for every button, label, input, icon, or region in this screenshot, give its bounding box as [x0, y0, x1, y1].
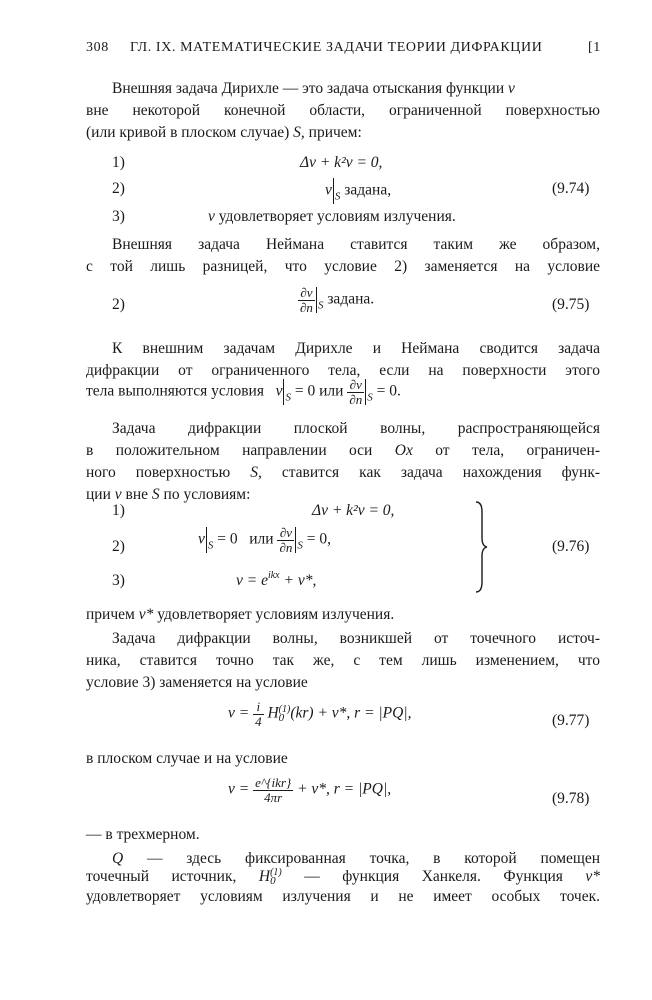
- text-line: точечный источник, H (1) 0 — функция Ханкеля. Функция v*: [86, 867, 601, 887]
- condition-number: 1): [112, 502, 125, 519]
- text-line: — в трехмерном.: [86, 826, 200, 843]
- text-line: в плоском случае и на условие: [86, 750, 288, 767]
- text-line: Внешняя задача Неймана ставится таким же образом,: [112, 236, 600, 253]
- equation-tag: (9.74): [552, 180, 590, 197]
- condition-number: 2): [112, 180, 125, 197]
- condition-number: 1): [112, 154, 125, 171]
- text-line: с той лишь разницей, что условие 2) заменяется на условие: [86, 258, 600, 275]
- equation-incident-wave: $v = e^{ikx} + v*$,: [236, 570, 317, 589]
- equation-hankel-2d: v = $\frac{i}{4}$ H (1) 0 (kr) + v*, r = |PQ|,: [228, 699, 412, 729]
- chapter-title: ГЛ. IX. МАТЕМАТИЧЕСКИЕ ЗАДАЧИ ТЕОРИИ ДИФРАКЦИИ: [130, 40, 543, 55]
- text-line-with-conditions: тела выполняются условия v $_S$ = 0 или $\frac{\partial v}{\partial n}$ $_S$ = 0.: [86, 377, 401, 407]
- equation-spherical-3d: v = $\frac{\text{e\textasciicircum{}\{ikr\}}}{4\pi r}$ + v*, r = |PQ|,: [228, 775, 392, 805]
- text-line: условие 3) заменяется на условие: [86, 674, 308, 691]
- equation-tag: (9.77): [552, 712, 590, 729]
- text-line: Q — здесь фиксированная точка, в которой помещен: [112, 850, 600, 867]
- text-line: ника, ставится точно так же, с тем лишь изменением, что: [86, 652, 600, 669]
- text-line: вне некоторой конечной области, ограниченной поверхностью: [86, 102, 600, 119]
- text-line: причем v* удовлетворяет условиям излучения.: [86, 606, 395, 623]
- equation-neumann: $\frac{\partial v}{\partial n}$ $_S$ задана.: [300, 285, 375, 315]
- text-line: удовлетворяет условиям излучения и не имеет особых точек.: [86, 888, 600, 905]
- equation-tag: (9.75): [552, 296, 590, 313]
- text-line: дифракции от ограниченного тела, если на поверхности этого: [86, 362, 600, 379]
- text-line: К внешним задачам Дирихле и Неймана сводится задача: [112, 340, 600, 357]
- right-brace-icon: [474, 500, 488, 599]
- condition-number: 3): [112, 208, 125, 225]
- text-line: ного поверхностью S, ставится как задача нахождения функ-: [86, 464, 601, 481]
- text-line: в положительном направлении оси Ox от тела, ограничен-: [86, 442, 601, 459]
- equation-boundary: v $_S$ задана,: [325, 178, 391, 204]
- equation-tag: (9.76): [552, 538, 590, 555]
- equation-radiation: v удовлетворяет условиям излучения.: [208, 208, 456, 225]
- equation-helmholtz: Δv + k²v = 0,: [312, 502, 395, 519]
- text-line: ции v вне S по условиям:: [86, 486, 251, 503]
- equation-helmholtz: Δv + k²v = 0,: [300, 154, 383, 171]
- text-line: Задача дифракции волны, возникшей от точечного источ-: [112, 630, 600, 647]
- condition-number: 2): [112, 296, 125, 313]
- equation-tag: (9.78): [552, 790, 590, 807]
- equation-boundary-pair: v $_S$ = 0 или $\frac{\partial v}{\partial n}$ $_S$ = 0,: [198, 525, 332, 555]
- page-number: 308: [86, 40, 109, 55]
- text-line: (или кривой в плоском случае) S, причем:: [86, 124, 362, 141]
- section-mark: [1: [588, 40, 601, 55]
- text-line: Внешняя задача Дирихле — это задача отыскания функции v: [112, 80, 515, 97]
- condition-number: 2): [112, 538, 125, 555]
- condition-number: 3): [112, 572, 125, 589]
- text-line: Задача дифракции плоской волны, распространяющейся: [112, 420, 600, 437]
